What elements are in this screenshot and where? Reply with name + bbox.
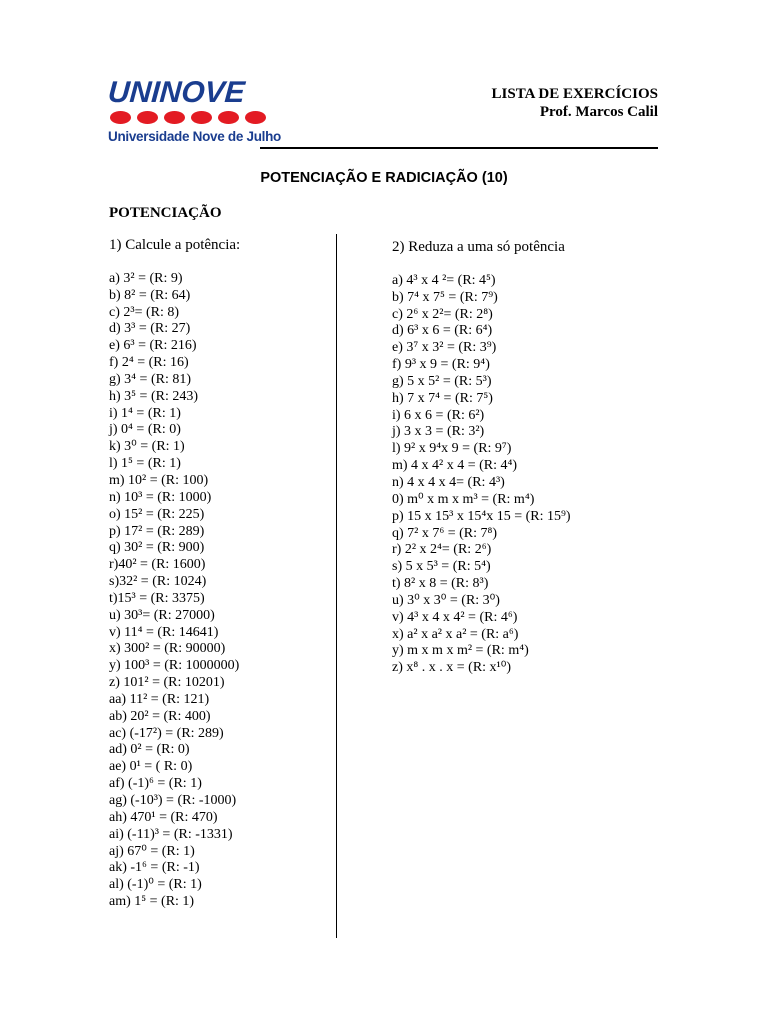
list-item: s)32² = (R: 1024): [109, 574, 207, 590]
list-item: ac) (-17²) = (R: 289): [109, 725, 224, 741]
exercise-2-list: [392, 273, 571, 677]
list-item: a) 3² = (R: 9): [109, 270, 183, 286]
list-item: x) 300² = (R: 90000): [109, 641, 226, 657]
list-item: b) 7⁴ x 7⁵ = (R: 7⁹): [392, 289, 498, 305]
list-item: 0) m⁰ x m x m³ = (R: m⁴): [392, 491, 535, 507]
list-item: u) 3⁰ x 3⁰ = (R: 3⁰): [392, 592, 500, 608]
list-item: j) 0⁴ = (R: 0): [109, 422, 181, 438]
list-item: d) 3³ = (R: 27): [109, 321, 191, 337]
list-item: y) 100³ = (R: 1000000): [109, 658, 240, 674]
list-item: d) 6³ x 6 = (R: 6⁴): [392, 323, 493, 339]
list-item: aj) 67⁰ = (R: 1): [109, 843, 195, 859]
list-item: l) 1⁵ = (R: 1): [109, 456, 181, 472]
list-item: t)15³ = (R: 3375): [109, 590, 205, 606]
list-item: i) 6 x 6 = (R: 6²): [392, 407, 485, 423]
list-item: z) 101² = (R: 10201): [109, 675, 225, 691]
list-item: q) 7² x 7⁶ = (R: 7⁸): [392, 525, 498, 541]
list-item: g) 3⁴ = (R: 81): [109, 371, 191, 387]
list-item: t) 8² x 8 = (R: 8³): [392, 576, 489, 592]
list-item: c) 2⁶ x 2²= (R: 2⁸): [392, 306, 493, 322]
list-item: v) 11⁴ = (R: 14641): [109, 624, 219, 640]
list-item: j) 3 x 3 = (R: 3²): [392, 424, 485, 440]
list-item: al) (-1)⁰ = (R: 1): [109, 877, 202, 893]
list-item: l) 9² x 9⁴x 9 = (R: 9⁷): [392, 441, 512, 457]
list-item: h) 3⁵ = (R: 243): [109, 388, 198, 404]
logo-wordmark: UNINOVE: [106, 76, 246, 109]
header-rule: [260, 147, 658, 149]
list-item: m) 10² = (R: 100): [109, 472, 209, 488]
page-title: POTENCIAÇÃO E RADICIAÇÃO (10): [260, 170, 508, 186]
column-divider: [336, 234, 337, 938]
list-item: i) 1⁴ = (R: 1): [109, 405, 181, 421]
list-item: x) a² x a² x a² = (R: a⁶): [392, 626, 519, 642]
exercise-1-column: [109, 237, 240, 911]
list-item: f) 9³ x 9 = (R: 9⁴): [392, 357, 490, 373]
section-title: POTENCIAÇÃO: [109, 205, 222, 221]
list-item: b) 8² = (R: 64): [109, 287, 191, 303]
list-item: p) 15 x 15³ x 15⁴x 15 = (R: 15⁹): [392, 508, 571, 524]
list-item: n) 10³ = (R: 1000): [109, 489, 212, 505]
list-item: y) m x m x m² = (R: m⁴): [392, 643, 529, 659]
list-item: v) 4³ x 4 x 4² = (R: 4⁶): [392, 609, 518, 625]
list-item: r)40² = (R: 1600): [109, 557, 206, 573]
exercise-1-heading: 1) Calcule a potência:: [109, 237, 241, 253]
list-item: e) 6³ = (R: 216): [109, 338, 197, 354]
list-item: am) 1⁵ = (R: 1): [109, 894, 195, 910]
list-item: ah) 470¹ = (R: 470): [109, 809, 218, 825]
list-item: f) 2⁴ = (R: 16): [109, 355, 189, 371]
list-item: m) 4 x 4² x 4 = (R: 4⁴): [392, 458, 518, 474]
exercise-2-column: [392, 239, 571, 677]
list-item: z) x⁸ . x . x = (R: x¹⁰): [392, 660, 512, 676]
list-item: g) 5 x 5² = (R: 5³): [392, 373, 492, 389]
logo-dots-icon: [110, 111, 266, 124]
list-item: af) (-1)⁶ = (R: 1): [109, 776, 202, 792]
list-item: aa) 11² = (R: 121): [109, 691, 210, 707]
header-professor: Prof. Marcos Calil: [539, 104, 658, 120]
list-item: ab) 20² = (R: 400): [109, 708, 211, 724]
header-list-title: LISTA DE EXERCÍCIOS: [491, 86, 658, 102]
list-item: c) 2³= (R: 8): [109, 304, 180, 320]
header-info: [492, 85, 658, 121]
list-item: ai) (-11)³ = (R: -1331): [109, 826, 233, 842]
exercise-2-heading: 2) Reduza a uma só potência: [392, 239, 565, 255]
logo-subtitle: Universidade Nove de Julho: [108, 129, 282, 144]
list-item: n) 4 x 4 x 4= (R: 4³): [392, 474, 505, 490]
list-item: ak) -1⁶ = (R: -1): [109, 860, 200, 876]
list-item: o) 15² = (R: 225): [109, 506, 205, 522]
list-item: s) 5 x 5³ = (R: 5⁴): [392, 559, 491, 575]
uninove-logo: [106, 76, 282, 150]
list-item: k) 3⁰ = (R: 1): [109, 439, 185, 455]
list-item: e) 3⁷ x 3² = (R: 3⁹): [392, 340, 497, 356]
list-item: p) 17² = (R: 289): [109, 523, 205, 539]
list-item: ag) (-10³) = (R: -1000): [109, 793, 237, 808]
list-item: r) 2² x 2⁴= (R: 2⁶): [392, 542, 492, 558]
list-item: q) 30² = (R: 900): [109, 540, 205, 556]
exercise-1-list: [109, 271, 240, 911]
list-item: h) 7 x 7⁴ = (R: 7⁵): [392, 390, 493, 406]
list-item: a) 4³ x 4 ²= (R: 4⁵): [392, 272, 496, 288]
list-item: u) 30³= (R: 27000): [109, 607, 215, 623]
list-item: ad) 0² = (R: 0): [109, 742, 190, 758]
list-item: ae) 0¹ = ( R: 0): [109, 759, 193, 775]
